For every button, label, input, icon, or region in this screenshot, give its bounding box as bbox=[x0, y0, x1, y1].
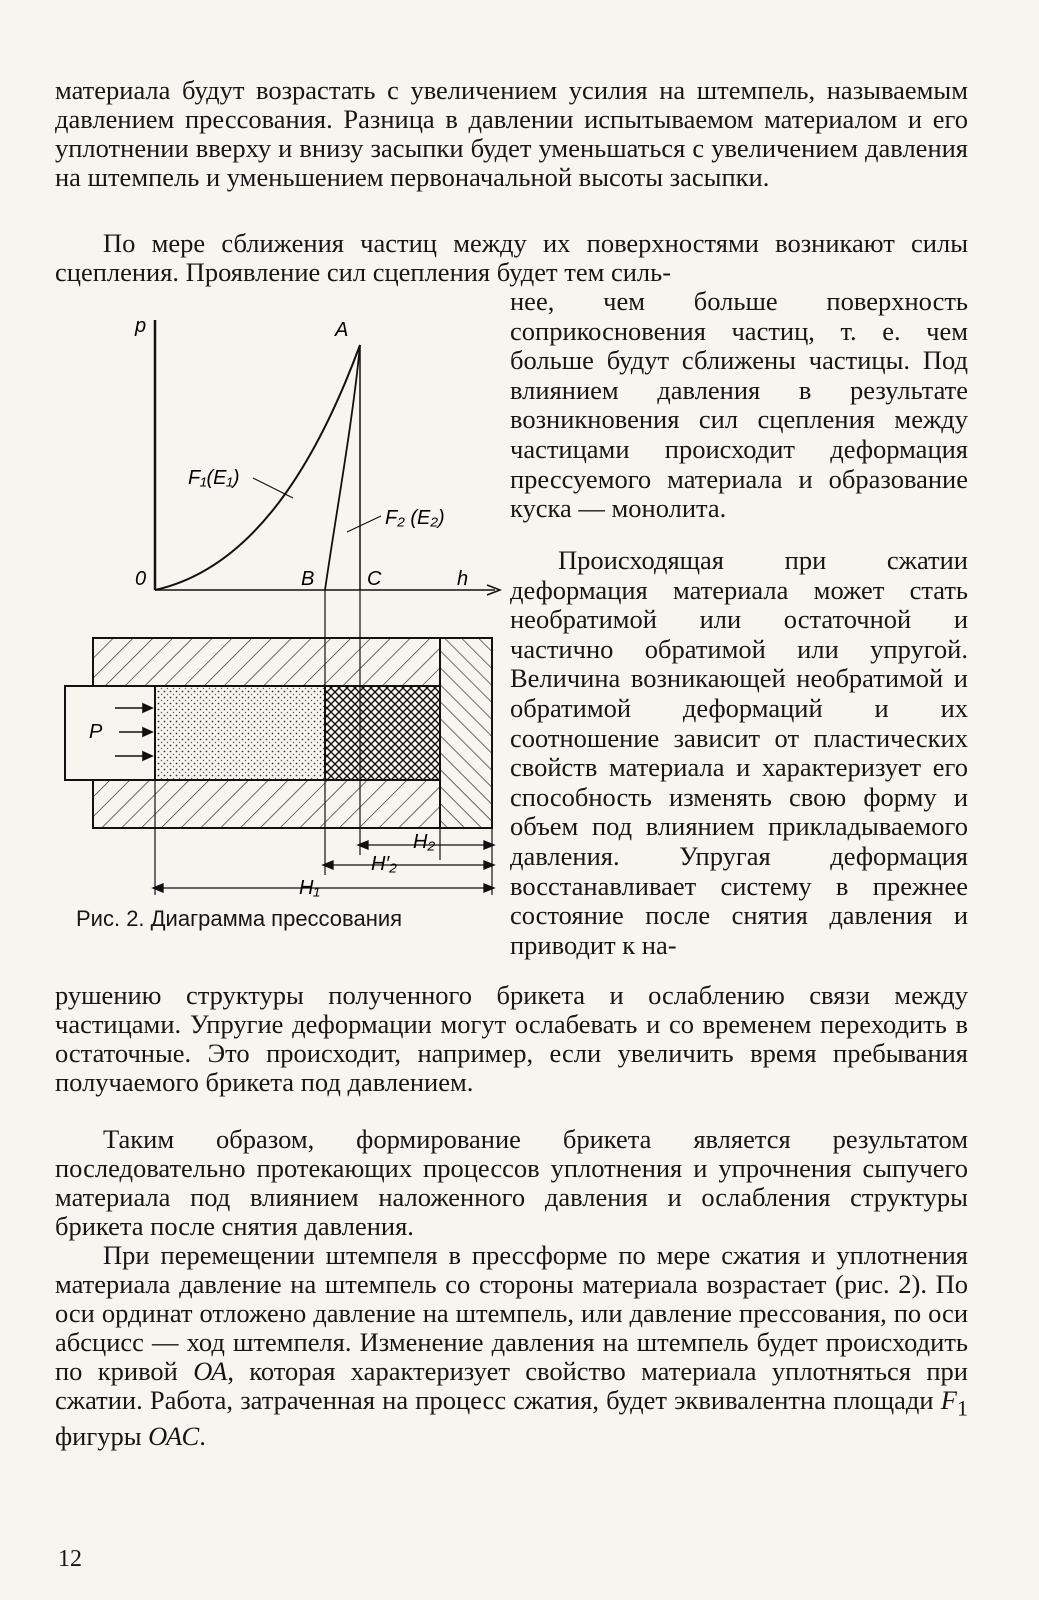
page-number: 12 bbox=[58, 1546, 82, 1572]
label-A: A bbox=[335, 319, 349, 341]
paragraph-deformation-wrapped: Происходящая при сжатии деформация материала может стать необратимой или остаточной и частично обратимой или упругой. Величина возникающей необратимой и обратимой деформаций и их соотношение зависит от пластических свойств материала и характеризует его способность изменять свою форму и объем под влиянием прикладываемого давления. Упругая деформация восстанавливает систему в прежнее состояние после снятия давления и приводит к на- bbox=[510, 545, 968, 960]
die-upper-wall bbox=[93, 638, 440, 686]
label-B: B bbox=[301, 568, 315, 590]
text-run: фигуры bbox=[55, 1421, 149, 1452]
area-F-symbol: F bbox=[940, 1385, 957, 1415]
area-F-subscript: 1 bbox=[956, 1395, 968, 1421]
curve-AB bbox=[325, 345, 360, 590]
text-run: , которая характеризует свойство материала уплотняться при сжатии. Работа, затраченная на процесс сжатия, будет эквивалентна площади bbox=[55, 1356, 968, 1415]
label-O: 0 bbox=[135, 568, 147, 590]
figure-caption: Рис. 2. Диаграмма прессования bbox=[76, 906, 403, 931]
piston bbox=[65, 686, 155, 780]
label-F1: F₁(E₁) bbox=[188, 467, 240, 489]
label-H2: H₂ bbox=[413, 831, 436, 853]
label-C: C bbox=[367, 568, 382, 590]
text-run: . bbox=[199, 1421, 206, 1452]
F2-leader bbox=[347, 516, 381, 532]
paragraph-cohesion-wrapped: нее, чем больше поверхность соприкосновения частиц, т. е. чем больше будут сближены частицы. Под влиянием давления в результате возникновения сил сцепления между частицами происходит деформация прессуемого материала и образование куска — монолита. bbox=[510, 286, 968, 524]
text-run: При перемещении штемпеля в прессформе по мере сжатия и уплотнения материала давление на штемпель со стороны материала возрастает (рис. 2). По оси ординат отложено давление на штемпель, или давление прессования, по оси абсцисс — ход штемпеля. Изменение давления на штемпель будет происходить по кривой bbox=[55, 1240, 968, 1386]
loose-powder bbox=[155, 686, 325, 780]
paragraph-deformation-continued: рушению структуры полученного брикета и ослаблению связи между частицами. Упругие деформации могут ослабевать и со временем переходить в остаточные. Это происходит, например, если увеличить время пребывания получаемого брикета под давлением. bbox=[55, 980, 968, 1097]
top-paragraph: материала будут возрастать с увеличением усилия на штемпель, называемым давлением прессования. Разница в давлении испытываемом материалом и его уплотнении вверху и внизу засыпки будет уменьшаться с увеличением давления на штемпель и уменьшением первоначальной высоты засыпки. bbox=[55, 75, 968, 192]
curve-OA bbox=[155, 345, 360, 590]
label-p-axis: p bbox=[135, 315, 147, 337]
pressing-diagram-figure bbox=[55, 300, 505, 940]
F1-leader bbox=[253, 478, 293, 498]
label-H1: H₁ bbox=[299, 877, 320, 899]
compacted-briquette bbox=[325, 686, 440, 780]
figure-OAC-ref: ОАС bbox=[148, 1421, 200, 1452]
label-h-axis: h bbox=[457, 568, 469, 590]
paragraph-briquette-formation: Таким образом, формирование брикета является результатом последовательно протекающих процессов уплотнения и упрочнения сыпучего материала под влиянием наложенного давления и ослабления структуры брикета после снятия давления. bbox=[55, 1124, 968, 1241]
label-piston-P: P bbox=[89, 721, 103, 743]
die-lower-wall bbox=[93, 780, 440, 828]
label-H2-prime: H′₂ bbox=[371, 853, 397, 875]
paragraph-cohesion-start: По мере сближения частиц между их поверхностями возникают силы сцепления. Проявление сил сцепления будет тем силь- bbox=[55, 228, 968, 287]
curve-OA-ref: ОА bbox=[193, 1356, 228, 1386]
die-end-plate bbox=[440, 638, 492, 828]
dimension-lines bbox=[153, 841, 494, 892]
paragraph-pressing-diagram bbox=[55, 1241, 968, 1451]
label-F2: F₂ (E₂) bbox=[385, 507, 445, 529]
